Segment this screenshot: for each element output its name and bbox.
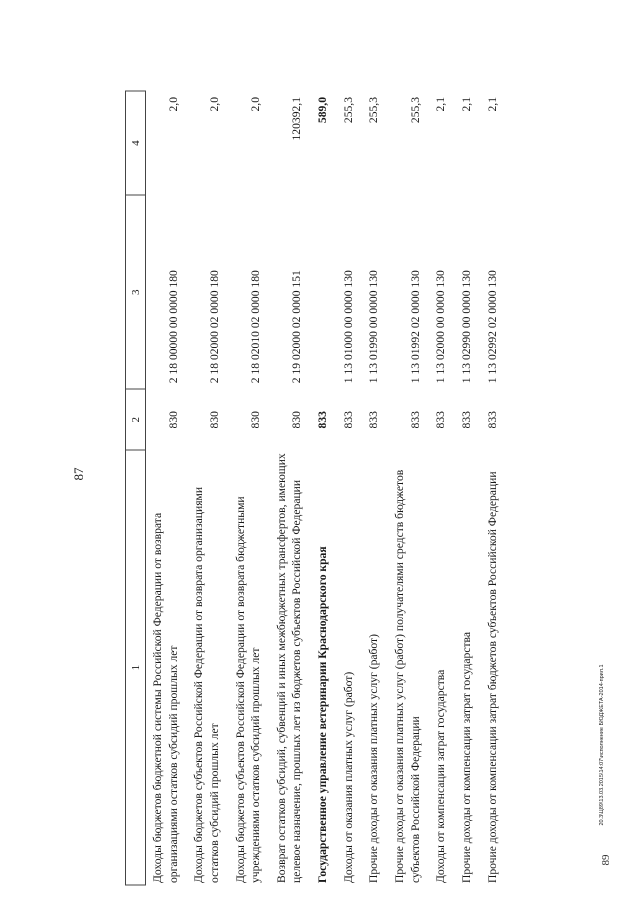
row-admin-code: 833: [316, 411, 330, 429]
row-name: Доходы бюджетов субъектов Российской Федерации от возврата бюджетными учреждениями остатков субсидий прошлых лет: [233, 496, 263, 883]
row-name: Доходы от компенсации затрат государства: [434, 669, 448, 883]
row-admin-code: 830: [166, 411, 180, 429]
table-row: [187, 91, 228, 885]
row-budget-code: 2 19 02000 02 0000 151: [290, 270, 304, 384]
table-row: [270, 91, 311, 885]
row-admin-code: 830: [290, 411, 304, 429]
row-admin-code: 833: [341, 411, 355, 429]
row-name: Прочие доходы от компенсации затрат бюджетов субъектов Российской Федерации: [485, 471, 499, 883]
row-admin-code: 833: [459, 411, 473, 429]
row-admin-code: 833: [485, 411, 499, 429]
row-budget-code: 1 13 02000 00 0000 130: [434, 270, 448, 384]
header-col-3: 3: [126, 195, 146, 389]
table-row: [455, 91, 481, 885]
header-col-4: 4: [126, 91, 146, 195]
table-row: [362, 91, 388, 885]
row-budget-code: 2 18 02010 02 0000 180: [249, 270, 263, 384]
page-number: 87: [71, 467, 86, 481]
row-amount: 2,1: [485, 97, 499, 112]
row-budget-code: 2 18 00000 00 0000 180: [166, 270, 180, 384]
row-admin-code: 830: [249, 411, 263, 429]
footer-page-stamp: 89: [600, 854, 612, 866]
row-amount: 2,1: [459, 97, 473, 112]
row-name: Доходы бюджетов субъектов Российской Федерации от возврата организациями остатков субсидий прошлых лет: [192, 486, 221, 883]
table-row: [429, 91, 455, 885]
table-row: [229, 91, 270, 885]
header-col-1: 1: [126, 450, 146, 885]
row-amount: 2,0: [249, 97, 263, 112]
row-amount: 255,3: [367, 97, 381, 124]
table-body: [146, 91, 507, 885]
row-budget-code: 1 13 02992 02 0000 130: [485, 270, 499, 384]
table-row: [388, 91, 429, 885]
table-row: [146, 91, 188, 885]
table-row: [311, 91, 337, 885]
row-name: Доходы от оказания платных услуг (работ): [341, 671, 355, 883]
row-budget-code: [311, 195, 337, 389]
file-path-footnote: 20.3\Ц89\13.03.2015\14:07\исполнение БЮДЖЕТА-2014-прил.1: [599, 664, 605, 826]
row-budget-code: 1 13 01990 00 0000 130: [367, 270, 381, 384]
row-amount: 589,0: [316, 97, 330, 124]
header-col-2: 2: [126, 389, 146, 450]
row-budget-code: 2 18 02000 02 0000 180: [207, 270, 221, 384]
row-amount: 120392,1: [290, 97, 304, 141]
rotated-table-container: [125, 91, 567, 886]
row-admin-code: 833: [367, 411, 381, 429]
row-name: Государственное управление ветеринарии Краснодарского края: [316, 546, 330, 883]
row-admin-code: 830: [207, 411, 221, 429]
row-amount: 2,0: [166, 97, 180, 112]
row-amount: 255,3: [408, 97, 422, 124]
row-amount: 2,0: [207, 97, 221, 112]
row-budget-code: 1 13 01000 00 0000 130: [341, 270, 355, 384]
row-name: Прочие доходы от оказания платных услуг (работ): [367, 634, 381, 883]
row-amount: 2,1: [434, 97, 448, 112]
row-budget-code: 1 13 02990 00 0000 130: [459, 270, 473, 384]
row-admin-code: 833: [434, 411, 448, 429]
budget-revenue-table: [125, 91, 506, 886]
row-amount: 255,3: [341, 97, 355, 124]
row-name: Прочие доходы от компенсации затрат государства: [459, 632, 473, 883]
row-budget-code: 1 13 01992 02 0000 130: [408, 270, 422, 384]
row-admin-code: 833: [408, 411, 422, 429]
table-row: [481, 91, 507, 885]
table-row: [337, 91, 363, 885]
row-name: Возврат остатков субсидий, субвенций и иных межбюджетных трансфертов, имеющих целевое назначение, прошлых лет из бюджетов субъектов Российской Федерации: [274, 453, 304, 883]
row-name: Прочие доходы от оказания платных услуг (работ) получателями средств бюджетов субъектов Российской Федерации: [393, 469, 422, 883]
row-name: Доходы бюджетов бюджетной системы Российской Федерации от возврата организациями остатков субсидий прошлых лет: [151, 512, 180, 883]
table-header-row: [126, 91, 146, 885]
